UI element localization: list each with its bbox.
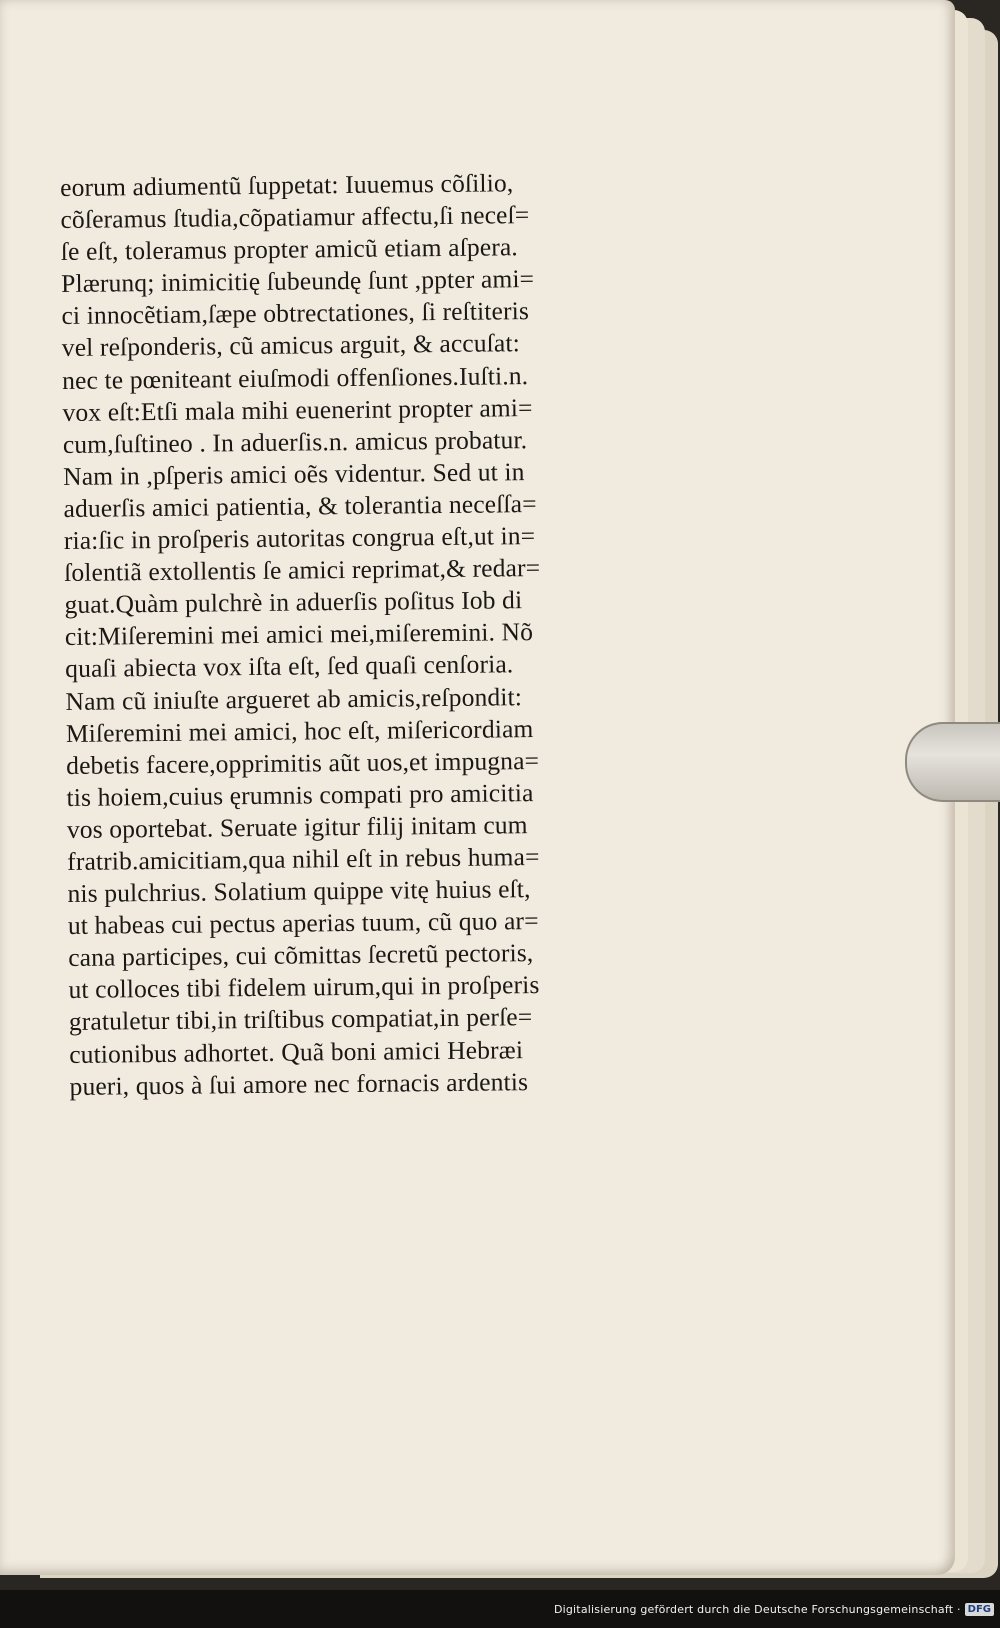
text-line: aduerſis amici patientia, & tolerantia neceſſa= — [63, 488, 537, 523]
text-line: ut colloces tibi fidelem uirum,qui in proſperis — [68, 970, 540, 1005]
text-line: ut habeas cui pectus aperias tuum, cũ quo ar= — [67, 906, 539, 941]
text-line: ſolentiã extollentis ſe amici reprimat,& redar= — [64, 553, 541, 588]
text-line: Nam cũ iniuſte argueret ab amicis,reſpondit: — [65, 681, 523, 716]
footer-bar — [0, 1590, 1000, 1628]
text-line: cana participes, cui cõmittas ſecretũ pectoris, — [68, 938, 534, 973]
text-line: vox eſt:Etſi mala mihi euenerint propter ami= — [62, 392, 533, 427]
text-line: ſe eſt, toleramus propter amicũ etiam aſpera. — [60, 232, 519, 267]
text-line: pueri, quos à ſui amore nec fornacis ardentis — [69, 1066, 529, 1101]
text-line: tis hoiem,cuius ęrumnis compati pro amicitia — [66, 777, 534, 812]
text-line: quaſi abiecta vox iſta eſt, ſed quaſi cenſoria. — [65, 649, 514, 684]
text-line: Plærunq; inimicitię ſubeundę ſunt ,ppter ami= — [61, 264, 535, 299]
text-line: cum,ſuſtineo . In aduerſis.n. amicus probatur. — [62, 424, 528, 459]
text-line: vel reſponderis, cũ amicus arguit, & accuſat: — [61, 328, 521, 363]
text-line: debetis facere,opprimitis aũt uos,et impugna= — [66, 745, 540, 780]
text-line: ria:ſic in proſperis autoritas congrua eſt,ut in= — [63, 521, 536, 556]
text-line: eorum adiumentũ ſuppetat: Iuuemus cõſilio, — [60, 168, 514, 202]
text-line: Miſeremini mei amici, hoc eſt, miſericordiam — [65, 713, 534, 748]
text-line: fratrib.amicitiam,qua nihil eſt in rebus huma= — [67, 841, 540, 876]
page-text — [60, 165, 760, 1103]
text-line: ci innocẽtiam,ſæpe obtrectationes, ſi reſtiteris — [61, 296, 530, 331]
text-line: gratuletur tibi,in triſtibus compatiat,in perſe= — [68, 1002, 533, 1037]
text-line: nis pulchrius. Solatium quippe vitę huius eſt, — [67, 874, 531, 909]
book-clasp — [905, 722, 1000, 802]
dfg-logo: DFG — [965, 1603, 994, 1616]
text-line: guat.Quàm pulchrè in aduerſis poſitus Iob di — [64, 585, 523, 620]
text-line: cõſeramus ſtudia,cõpatiamur affectu,ſi neceſ= — [60, 200, 530, 235]
text-line: nec te pœniteant eiuſmodi offenſiones.Iuſti.n. — [62, 360, 529, 395]
text-line: cutionibus adhortet. Quã boni amici Hebræi — [69, 1034, 524, 1069]
text-line: vos oportebat. Seruate igitur filij initam cum — [66, 810, 528, 844]
funding-notice: Digitalisierung gefördert durch die Deutsche Forschungsgemeinschaft · — [553, 1602, 961, 1616]
text-line: cit:Miſeremini mei amici mei,miſeremini. Nõ — [64, 617, 534, 652]
text-line: Nam in ,pſperis amici oẽs videntur. Sed ut in — [63, 456, 525, 491]
